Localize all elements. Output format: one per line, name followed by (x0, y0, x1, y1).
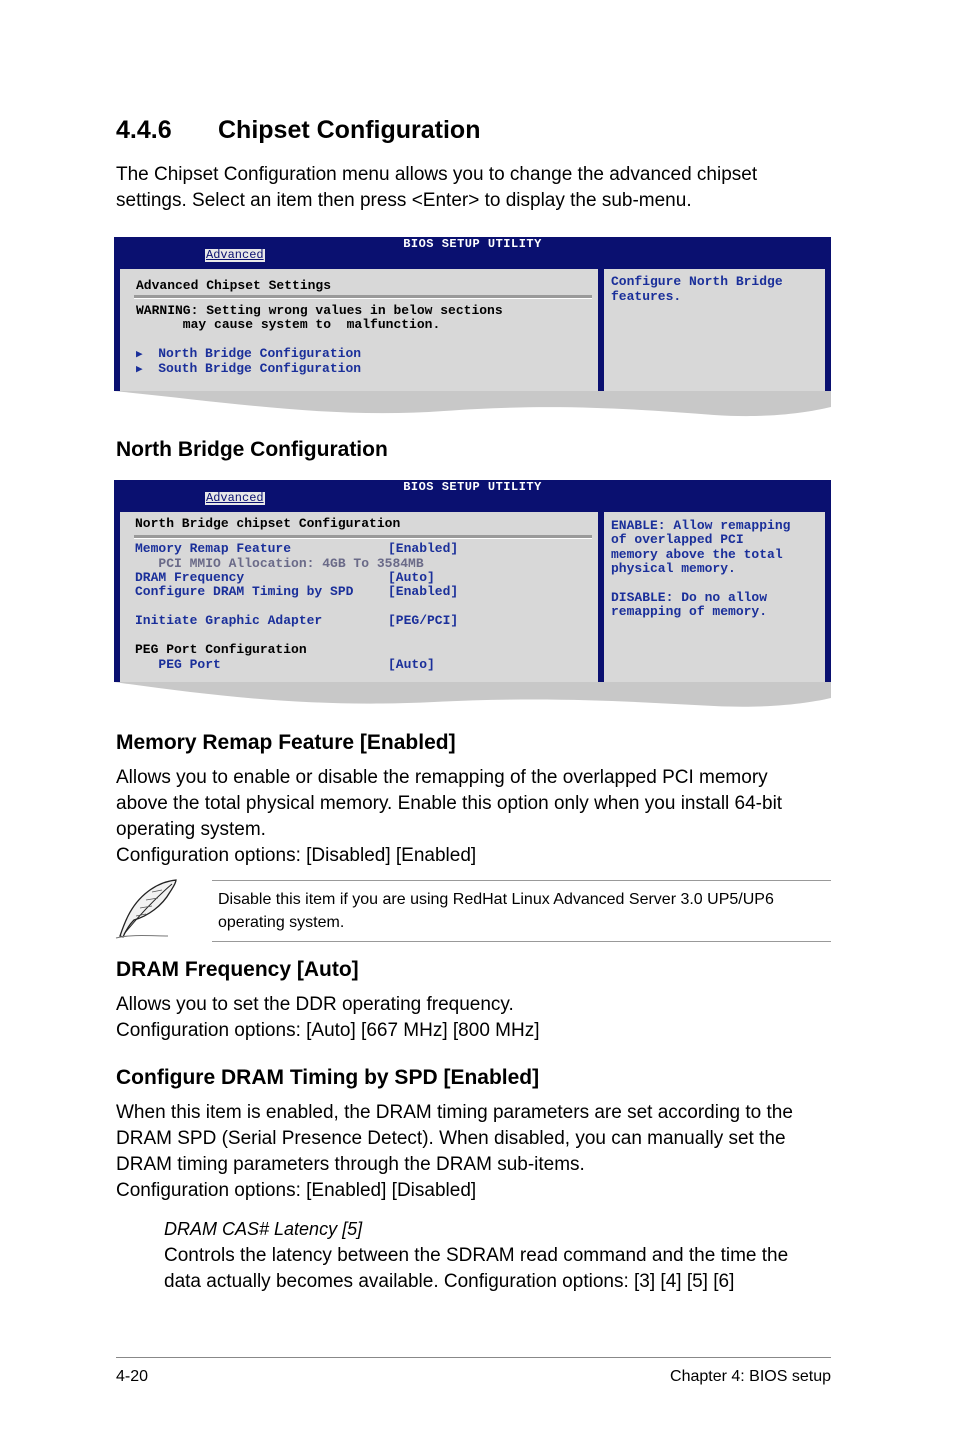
note-top-rule (212, 880, 831, 881)
bios-help-line: of overlapped PCI (611, 532, 744, 547)
triangle-right-icon: ▶ (136, 349, 143, 361)
section-number: 4.4.6 (116, 116, 172, 144)
paragraph-line: operating system. (116, 819, 266, 840)
bios-title: BIOS SETUP UTILITY (403, 237, 542, 251)
bios-menu-item-north-bridge[interactable] (136, 347, 361, 362)
bios-separator (134, 535, 592, 539)
bios-option-label: Configure DRAM Timing by SPD (135, 584, 354, 599)
bios-group-peg: PEG Port Configuration (135, 642, 307, 657)
bios-screen-advanced-chipset (114, 237, 831, 417)
bios-option-label: PEG Port (135, 657, 221, 672)
paragraph-line: Allows you to enable or disable the remapping of the overlapped PCI memory (116, 767, 768, 788)
bios-title-bar (114, 480, 831, 506)
dram-frequency-paragraph (116, 992, 836, 1044)
paragraph-line: Configuration options: [Disabled] [Enabled] (116, 845, 477, 866)
bios-option-memory-remap[interactable] (135, 542, 291, 556)
bios-option-label: Memory Remap Feature (135, 541, 292, 556)
bios-tab-advanced[interactable]: Advanced (206, 491, 264, 505)
paragraph-line: Configuration options: [Auto] [667 MHz] [800 MHz] (116, 1020, 540, 1041)
feather-pen-icon (112, 876, 182, 942)
bios-help-line: ENABLE: Allow remapping (611, 518, 791, 533)
bios-option-dram-timing-spd[interactable] (135, 585, 353, 599)
bios-option-peg-port[interactable] (135, 658, 221, 672)
paragraph-line: data actually becomes available. Configuration options: [3] [4] [5] [6] (164, 1271, 735, 1292)
bios-help-line: physical memory. (611, 561, 736, 576)
intro-line: settings. Select an item then press <Enter> to display the sub-menu. (116, 190, 692, 211)
bios-menu-item-label: South Bridge Configuration (158, 361, 362, 376)
cas-latency-heading: DRAM CAS# Latency [5] (164, 1219, 363, 1239)
cas-latency-paragraph (164, 1243, 836, 1295)
bios-title: BIOS SETUP UTILITY (403, 480, 542, 494)
bios-help-line: memory above the total (611, 547, 783, 562)
page-number: 4-20 (116, 1368, 149, 1385)
paragraph-line: DRAM SPD (Serial Presence Detect). When disabled, you can manually set the (116, 1128, 786, 1149)
bios-warning-line: WARNING: Setting wrong values in below sections (136, 303, 503, 318)
bios-help-line: features. (611, 289, 682, 304)
bios-separator (134, 295, 592, 299)
paragraph-line: Controls the latency between the SDRAM read command and the time the (164, 1245, 789, 1266)
memory-remap-paragraph (116, 765, 836, 869)
memory-remap-heading: Memory Remap Feature [Enabled] (116, 731, 456, 754)
note-bottom-rule (212, 941, 831, 942)
bios-option-label: DRAM Frequency (135, 570, 245, 585)
bios-option-dram-frequency[interactable] (135, 571, 244, 585)
bios-heading: Advanced Chipset Settings (136, 278, 332, 293)
bios-option-value[interactable]: [Auto] (388, 570, 435, 585)
bios-warning-line: may cause system to malfunction. (136, 317, 441, 332)
bios-help-line: DISABLE: Do no allow (611, 590, 768, 605)
dram-frequency-heading: DRAM Frequency [Auto] (116, 958, 359, 981)
paragraph-line: Allows you to set the DDR operating frequency. (116, 994, 514, 1015)
bios-option-value[interactable]: [Enabled] (388, 584, 459, 599)
dram-spd-heading: Configure DRAM Timing by SPD [Enabled] (116, 1066, 540, 1089)
bios-option-label: Initiate Graphic Adapter (135, 613, 323, 628)
bios-menu-item-label: North Bridge Configuration (158, 346, 362, 361)
note-line: operating system. (218, 914, 345, 931)
intro-line: The Chipset Configuration menu allows you to change the advanced chipset (116, 164, 758, 185)
paragraph-line: When this item is enabled, the DRAM timing parameters are set according to the (116, 1102, 793, 1123)
bios-heading: North Bridge chipset Configuration (135, 516, 401, 531)
section-title-text: Chipset Configuration (218, 116, 481, 144)
note-text (218, 888, 828, 934)
bios-help-line: remapping of memory. (611, 604, 768, 619)
bios-tab-advanced[interactable]: Advanced (206, 248, 264, 262)
paragraph-line: above the total physical memory. Enable this option only when you install 64-bit (116, 793, 783, 814)
bios-screen-north-bridge (114, 480, 831, 710)
section-title (116, 116, 480, 145)
paragraph-line: DRAM timing parameters through the DRAM sub-items. (116, 1154, 585, 1175)
triangle-right-icon: ▶ (136, 364, 143, 376)
bios-help-line: Configure North Bridge (611, 274, 783, 289)
bios-menu-item-south-bridge[interactable] (136, 362, 361, 377)
paragraph-line: Configuration options: [Enabled] [Disabled] (116, 1180, 477, 1201)
bios-option-value[interactable]: [PEG/PCI] (388, 613, 459, 628)
bios-option-graphic-adapter[interactable] (135, 614, 322, 628)
chapter-label: Chapter 4: BIOS setup (670, 1368, 831, 1385)
north-bridge-heading: North Bridge Configuration (116, 438, 388, 461)
intro-paragraph (116, 162, 836, 214)
note-line: Disable this item if you are using RedHat Linux Advanced Server 3.0 UP5/UP6 (218, 891, 774, 908)
bios-info-mmio: PCI MMIO Allocation: 4GB To 3584MB (135, 556, 424, 571)
dram-spd-paragraph (116, 1100, 836, 1204)
footer-rule (116, 1357, 831, 1358)
bios-title-bar (114, 237, 831, 263)
bios-option-value[interactable]: [Auto] (388, 657, 435, 672)
bios-option-value[interactable]: [Enabled] (388, 541, 459, 556)
